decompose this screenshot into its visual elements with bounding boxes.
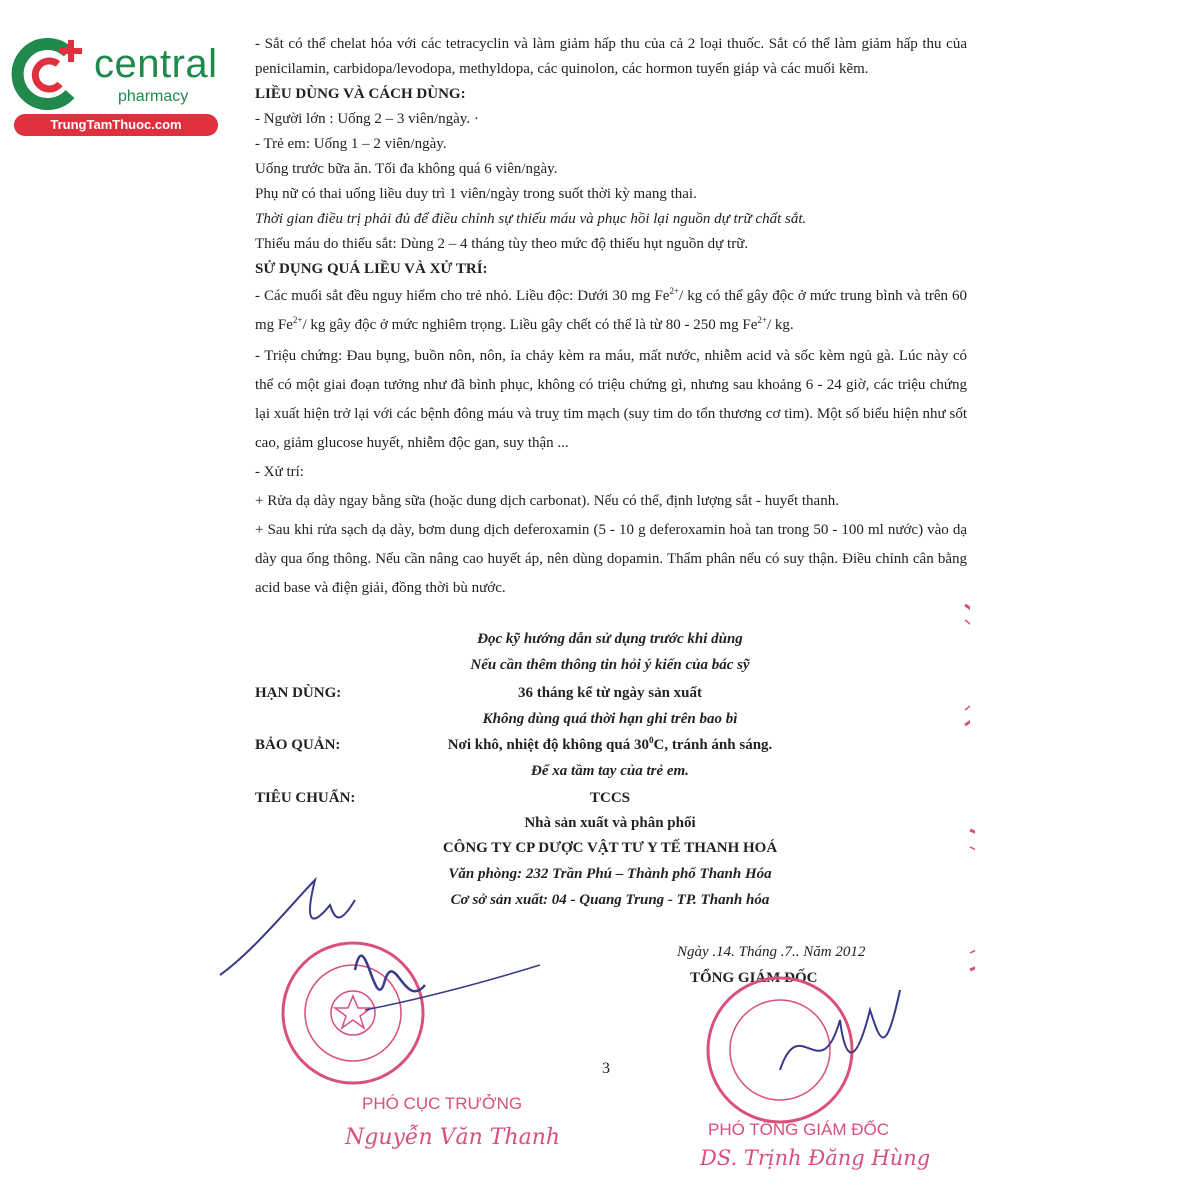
maker-label: Nhà sản xuất và phân phối: [524, 815, 696, 831]
left-signatory-title: PHÓ CỤC TRƯỞNG: [362, 1094, 523, 1113]
sign-date: Ngày .14. Tháng .7.. Năm 2012: [677, 944, 866, 960]
partial-stamp-icon: [930, 825, 975, 975]
dosage-heading: LIỀU DÙNG VÀ CÁCH DÙNG:: [255, 86, 466, 102]
dosage-line: Thiếu máu do thiếu sắt: Dùng 2 – 4 tháng tùy theo mức độ thiếu hụt nguồn dự trữ.: [255, 236, 749, 252]
director-title: TỔNG GIÁM ĐỐC: [690, 970, 818, 986]
overdose-heading: SỬ DỤNG QUÁ LIỀU VÀ XỬ TRÍ:: [255, 261, 488, 277]
signature-scribble-icon: [215, 860, 545, 1060]
dosage-italic-note: Thời gian điều trị phải đủ để điều chỉnh sự thiếu máu và phục hồi lại nguồn dự trữ chất sắt.: [255, 211, 807, 227]
overdose-symptoms: - Triệu chứng: Đau bụng, buồn nôn, nôn, ỉa chảy kèm ra máu, mất nước, nhiễm acid và sốc kèm ngủ gà. Lúc này có thể có một giai đoạn tưởng như đã bình phục, không có triệu chứng gì, nhưng sau khoảng 6 - 24 giờ, các triệu chứng lại xuất hiện trở lại với các bệnh đông máu và truỵ tim mạch (suy tim do tổn thương cơ tim). Một số biểu hiện như sốt cao, giảm glucose huyết, nhiễm độc gan, suy thận ...: [255, 348, 967, 451]
logo-brand: central: [94, 42, 218, 86]
central-pharmacy-logo: [8, 34, 218, 140]
company-name: CÔNG TY CP DƯỢC VẬT TƯ Y TẾ THANH HOÁ: [442, 840, 778, 856]
overdose-toxic-dose: - Các muối sắt đều nguy hiểm cho trẻ nhỏ. Liều độc: Dưới 30 mg $Fe^{2+}/$ kg có thể gây độc ở mức trung bình và trên 60 mg $Fe^{2+}/$ kg gây độc ở mức nghiêm trọng. Liều gây chết có thể là từ 80 - 250 mg $Fe^{2+}/$ kg.: [255, 286, 967, 333]
treatment-step-1: + Rửa dạ dày ngay bằng sữa (hoặc dung dịch carbonat). Nếu có thể, định lượng sắt - huyết thanh.: [255, 493, 839, 509]
left-signatory-name: Nguyễn Văn Thanh: [345, 1125, 561, 1150]
standard-label: TIÊU CHUẨN:: [255, 790, 356, 806]
logo-sub: pharmacy: [118, 88, 189, 105]
document-body: [255, 32, 967, 603]
interaction-paragraph: - Sắt có thể chelat hóa với các tetracyclin và làm giảm hấp thu của cả 2 loại thuốc. Sắt có thể làm giảm hấp thu của penicilamin, carbidopa/levodopa, methyldopa, các quinolon, các hormon tuyến giáp và các muối kẽm.: [255, 36, 967, 77]
dosage-line: - Trẻ em: Uống 1 – 2 viên/ngày.: [255, 136, 447, 152]
dosage-line: Phụ nữ có thai uống liều duy trì 1 viên/ngày trong suốt thời kỳ mang thai.: [255, 186, 697, 202]
treatment-step-2: + Sau khi rửa sạch dạ dày, bơm dung dịch deferoxamin (5 - 10 g deferoxamin hoà tan trong 50 - 100 ml nước) vào dạ dày qua ống thông. Nếu cần nâng cao huyết áp, nên dùng dopamin. Thẩm phân nếu có suy thận. Điều chỉnh cân bằng acid base và điện giải, đồng thời bù nước.: [255, 522, 967, 596]
standard-value: TCCS: [589, 790, 630, 806]
read-guide-note: Đọc kỹ hướng dẫn sử dụng trước khi dùng: [477, 631, 743, 647]
ask-doctor-note: Nếu cần thêm thông tin hỏi ý kiến của bác sỹ: [470, 657, 750, 673]
office-address: Văn phòng: 232 Trần Phú – Thành phố Thanh Hóa: [448, 866, 772, 882]
logo-url: TrungTamThuoc.com: [14, 114, 218, 136]
children-warning: Để xa tầm tay của trẻ em.: [531, 763, 689, 779]
dosage-line: Uống trước bữa ăn. Tối đa không quá 6 viên/ngày.: [255, 161, 558, 177]
factory-address: Cơ sở sản xuất: 04 - Quang Trung - TP. Thanh hóa: [450, 892, 770, 908]
page-number: 3: [602, 1060, 610, 1077]
right-signatory-name: DS. Trịnh Đăng Hùng: [700, 1146, 931, 1170]
pharmacy-cross-logo-icon: [8, 34, 98, 114]
expiry-value: 36 tháng kể từ ngày sản xuất: [517, 685, 703, 701]
signature-scribble-icon: [760, 980, 920, 1100]
expiry-label: HẠN DÙNG:: [255, 685, 342, 701]
expiry-note: Không dùng quá thời hạn ghi trên bao bì: [482, 711, 738, 727]
right-signatory-title: PHÓ TỔNG GIÁM ĐỐC: [708, 1120, 890, 1139]
storage-label: BẢO QUẢN:: [255, 737, 341, 753]
storage-value: Nơi khô, nhiệt độ không quá $30^0C$, tránh ánh sáng.: [447, 735, 773, 753]
dosage-line: - Người lớn : Uống 2 – 3 viên/ngày. ·: [255, 111, 479, 127]
partial-stamp-icon: [925, 600, 970, 730]
treatment-label: - Xử trí:: [255, 464, 304, 480]
